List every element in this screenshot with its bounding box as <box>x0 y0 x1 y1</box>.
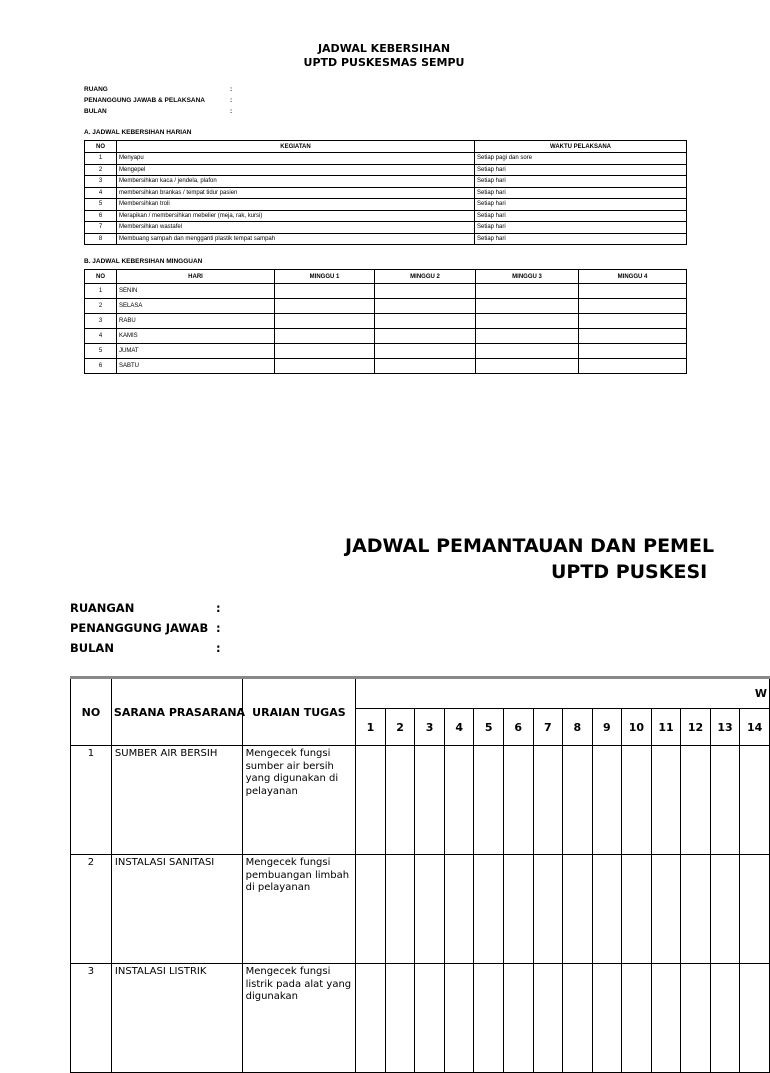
week-check-cell <box>579 329 687 344</box>
day-check-cell <box>681 964 711 1073</box>
day-check-cell <box>385 855 415 964</box>
meta-ruangan <box>70 598 221 618</box>
task-cell: Mengecek fungsi pembuangan limbah di pelayanan <box>242 855 356 964</box>
day-check-cell <box>710 964 740 1073</box>
week-check-cell <box>275 299 375 314</box>
table-header-row <box>85 270 687 284</box>
day-check-cell <box>533 964 563 1073</box>
day-header: 13 <box>710 709 740 746</box>
day-check-cell <box>444 855 474 964</box>
schedule-cell: Setiap hari <box>475 187 687 199</box>
table-row <box>85 359 687 374</box>
table-row <box>85 233 687 245</box>
col-header: MINGGU 3 <box>476 270 579 284</box>
day-check-cell <box>444 964 474 1073</box>
day-check-cell <box>563 746 593 855</box>
day-header: 10 <box>622 709 652 746</box>
day-header: 12 <box>681 709 711 746</box>
col-header: MINGGU 2 <box>375 270 476 284</box>
meta-label: BULAN <box>84 108 107 115</box>
col-header-uraian: URAIAN TUGAS <box>242 678 356 746</box>
row-number: 3 <box>85 314 117 329</box>
row-number: 6 <box>85 210 117 222</box>
week-check-cell <box>275 284 375 299</box>
table-row <box>85 210 687 222</box>
col-header: KEGIATAN <box>117 141 475 153</box>
week-check-cell <box>375 299 476 314</box>
table-header-row <box>85 141 687 153</box>
day-header: 6 <box>503 709 533 746</box>
schedule-cell: Setiap hari <box>475 210 687 222</box>
table-row <box>85 164 687 176</box>
meta-label: RUANGAN <box>70 601 135 615</box>
day-check-cell <box>415 746 445 855</box>
task-cell: Mengecek fungsi listrik pada alat yang digunakan <box>242 964 356 1073</box>
col-header: NO <box>85 141 117 153</box>
meta-bulan <box>84 106 232 117</box>
activity-cell: Merapikan / membersihkan mebelier (meja, rak, kursi) <box>117 210 475 222</box>
daily-cleaning-table <box>84 140 687 245</box>
day-cell: KAMIS <box>117 329 275 344</box>
schedule-cell: Setiap hari <box>475 222 687 234</box>
row-number: 1 <box>71 746 112 855</box>
col-header: MINGGU 1 <box>275 270 375 284</box>
day-check-cell <box>503 746 533 855</box>
week-check-cell <box>579 314 687 329</box>
day-check-cell <box>740 746 770 855</box>
page1-title-line1: JADWAL KEBERSIHAN <box>317 42 451 55</box>
week-check-cell <box>476 299 579 314</box>
week-check-cell <box>476 344 579 359</box>
day-check-cell <box>415 964 445 1073</box>
meta-ruang <box>84 84 232 95</box>
schedule-cell: Setiap hari <box>475 176 687 188</box>
day-header: 2 <box>385 709 415 746</box>
week-check-cell <box>275 314 375 329</box>
table-row <box>85 284 687 299</box>
day-check-cell <box>681 746 711 855</box>
table-row <box>85 176 687 188</box>
meta-bulan <box>70 638 221 658</box>
page1-title-line2: UPTD PUSKESMAS SEMPU <box>303 56 465 69</box>
schedule-cell: Setiap hari <box>475 233 687 245</box>
day-check-cell <box>592 746 622 855</box>
day-header: 9 <box>592 709 622 746</box>
page1-meta <box>84 84 232 117</box>
meta-label: RUANG <box>84 86 108 93</box>
day-check-cell <box>622 746 652 855</box>
day-check-cell <box>474 964 504 1073</box>
day-check-cell <box>503 964 533 1073</box>
page2-meta <box>70 598 221 658</box>
section-b-heading: B. JADWAL KEBERSIHAN MINGGUAN <box>84 258 203 265</box>
col-header-no: NO <box>71 678 112 746</box>
schedule-cell: Setiap pagi dan sore <box>475 153 687 165</box>
day-header: 5 <box>474 709 504 746</box>
row-number: 7 <box>85 222 117 234</box>
meta-label: PENANGGUNG JAWAB <box>70 621 209 635</box>
day-check-cell <box>592 855 622 964</box>
activity-cell: membersihkan brankas / tempat tidur pasien <box>117 187 475 199</box>
day-cell: JUMAT <box>117 344 275 359</box>
day-check-cell <box>415 855 445 964</box>
day-cell: SELASA <box>117 299 275 314</box>
week-check-cell <box>375 284 476 299</box>
row-number: 2 <box>85 164 117 176</box>
week-check-cell <box>579 359 687 374</box>
schedule-cell: Setiap hari <box>475 164 687 176</box>
activity-cell: Membersihkan wastafel <box>117 222 475 234</box>
meta-label: BULAN <box>70 641 114 655</box>
day-header: 7 <box>533 709 563 746</box>
day-check-cell <box>356 855 386 964</box>
row-number: 3 <box>85 176 117 188</box>
meta-penanggung <box>84 95 232 106</box>
table-row <box>85 329 687 344</box>
day-check-cell <box>563 855 593 964</box>
page2-title-line2: UPTD PUSKESI <box>551 561 708 583</box>
day-check-cell <box>622 855 652 964</box>
day-check-cell <box>385 746 415 855</box>
row-number: 4 <box>85 329 117 344</box>
row-number: 1 <box>85 153 117 165</box>
week-check-cell <box>375 329 476 344</box>
week-check-cell <box>275 359 375 374</box>
table-row <box>71 964 770 1073</box>
table-header-row <box>71 678 770 709</box>
col-header-sarana: SARANA PRASARANA <box>111 678 242 746</box>
activity-cell: Membuang sampah dan mengganti plastik tempat sampah <box>117 233 475 245</box>
week-check-cell <box>375 344 476 359</box>
activity-cell: Membersihkan troli <box>117 199 475 211</box>
week-check-cell <box>476 359 579 374</box>
day-check-cell <box>503 855 533 964</box>
day-check-cell <box>533 855 563 964</box>
row-number: 8 <box>85 233 117 245</box>
page1-title <box>0 42 768 70</box>
col-header: MINGGU 4 <box>579 270 687 284</box>
day-cell: SABTU <box>117 359 275 374</box>
table-row <box>85 222 687 234</box>
week-check-cell <box>275 344 375 359</box>
row-number: 1 <box>85 284 117 299</box>
meta-sep: : <box>230 108 233 115</box>
day-check-cell <box>651 746 681 855</box>
row-number: 2 <box>71 855 112 964</box>
day-check-cell <box>563 964 593 1073</box>
row-number: 2 <box>85 299 117 314</box>
day-check-cell <box>444 746 474 855</box>
table-row <box>85 344 687 359</box>
week-check-cell <box>375 314 476 329</box>
week-check-cell <box>375 359 476 374</box>
table-row <box>85 314 687 329</box>
day-check-cell <box>681 855 711 964</box>
task-cell: Mengecek fungsi sumber air bersih yang digunakan di pelayanan <box>242 746 356 855</box>
col-header: NO <box>85 270 117 284</box>
meta-sep: : <box>216 621 221 635</box>
section-a-heading: A. JADWAL KEBERSIHAN HARIAN <box>84 129 192 136</box>
day-check-cell <box>356 964 386 1073</box>
day-check-cell <box>592 964 622 1073</box>
day-check-cell <box>710 855 740 964</box>
day-cell: SENIN <box>117 284 275 299</box>
table-row <box>85 153 687 165</box>
day-check-cell <box>474 855 504 964</box>
meta-label: PENANGGUNG JAWAB & PELAKSANA <box>84 97 205 104</box>
day-header: 11 <box>651 709 681 746</box>
day-header: 1 <box>356 709 386 746</box>
col-header: HARI <box>117 270 275 284</box>
facility-cell: INSTALASI SANITASI <box>111 855 242 964</box>
table-row <box>85 187 687 199</box>
row-number: 5 <box>85 199 117 211</box>
day-check-cell <box>474 746 504 855</box>
day-header: 14 <box>740 709 770 746</box>
week-check-cell <box>275 329 375 344</box>
page2-title-line1: JADWAL PEMANTAUAN DAN PEMEL <box>345 535 715 557</box>
week-check-cell <box>579 299 687 314</box>
day-check-cell <box>622 964 652 1073</box>
row-number: 6 <box>85 359 117 374</box>
schedule-cell: Setiap hari <box>475 199 687 211</box>
activity-cell: Mengepel <box>117 164 475 176</box>
meta-sep: : <box>230 97 233 104</box>
meta-sep: : <box>216 601 221 615</box>
row-number: 4 <box>85 187 117 199</box>
day-check-cell <box>533 746 563 855</box>
meta-sep: : <box>216 641 221 655</box>
week-check-cell <box>476 284 579 299</box>
table-row <box>71 855 770 964</box>
day-check-cell <box>740 964 770 1073</box>
table-row <box>85 199 687 211</box>
col-header: WAKTU PELAKSANA <box>475 141 687 153</box>
maintenance-table-viewport <box>0 676 767 1024</box>
day-check-cell <box>740 855 770 964</box>
day-header: 3 <box>415 709 445 746</box>
day-check-cell <box>710 746 740 855</box>
day-check-cell <box>385 964 415 1073</box>
meta-sep: : <box>230 86 233 93</box>
facility-cell: INSTALASI LISTRIK <box>111 964 242 1073</box>
week-check-cell <box>579 284 687 299</box>
day-check-cell <box>356 746 386 855</box>
facility-cell: SUMBER AIR BERSIH <box>111 746 242 855</box>
col-header-week-group: W <box>356 678 770 709</box>
day-check-cell <box>651 855 681 964</box>
table-row <box>71 746 770 855</box>
table-row <box>85 299 687 314</box>
day-cell: RABU <box>117 314 275 329</box>
activity-cell: Menyapu <box>117 153 475 165</box>
day-header: 8 <box>563 709 593 746</box>
week-check-cell <box>476 314 579 329</box>
row-number: 5 <box>85 344 117 359</box>
weekly-cleaning-table <box>84 269 687 374</box>
meta-penanggung-jawab <box>70 618 221 638</box>
week-check-cell <box>476 329 579 344</box>
maintenance-table <box>70 676 770 1073</box>
activity-cell: Membersihkan kaca / jendela, plafon <box>117 176 475 188</box>
day-check-cell <box>651 964 681 1073</box>
week-check-cell <box>579 344 687 359</box>
day-header: 4 <box>444 709 474 746</box>
row-number: 3 <box>71 964 112 1073</box>
